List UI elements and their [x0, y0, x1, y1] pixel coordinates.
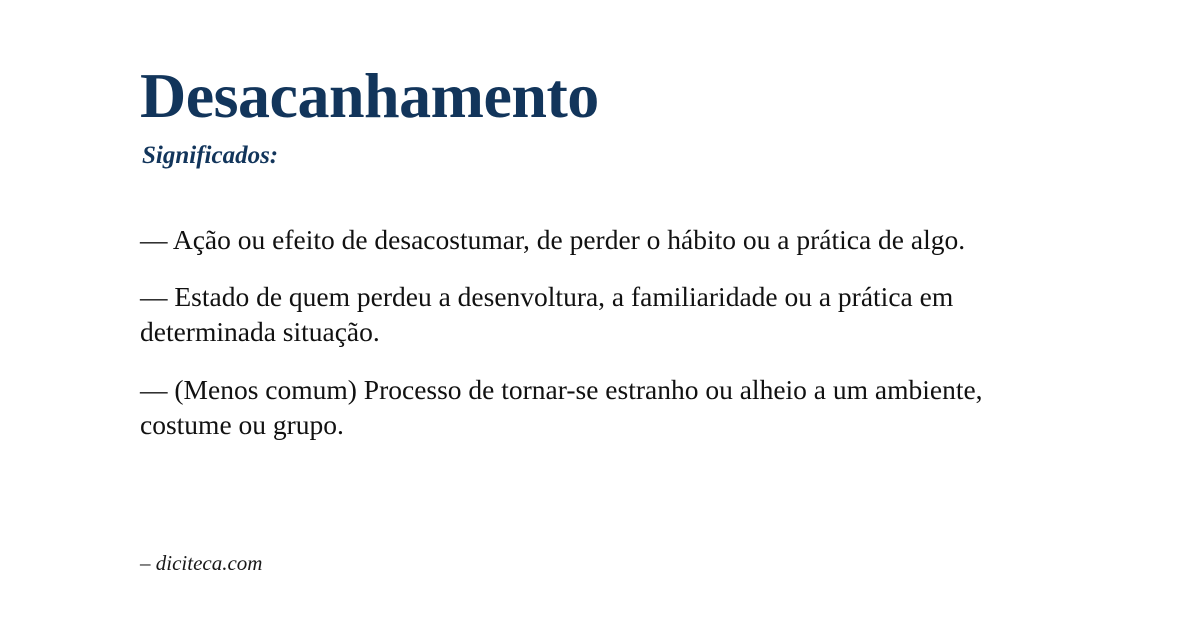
- source-name: diciteca.com: [155, 551, 263, 575]
- list-item: — Estado de quem perdeu a desenvoltura, a familiaridade ou a prática em determinada situação.: [140, 281, 954, 348]
- meanings-label: Significados:: [142, 142, 279, 169]
- source-attribution: [140, 551, 262, 576]
- page-title: Desacanhamento: [140, 60, 599, 131]
- source-dash: –: [140, 551, 151, 575]
- list-item: — Ação ou efeito de desacostumar, de perder o hábito ou a prática de algo.: [140, 224, 966, 255]
- list-item: — (Menos comum) Processo de tornar-se estranho ou alheio a um ambiente, costume ou grupo.: [140, 373, 983, 440]
- definition-list: [140, 222, 1060, 442]
